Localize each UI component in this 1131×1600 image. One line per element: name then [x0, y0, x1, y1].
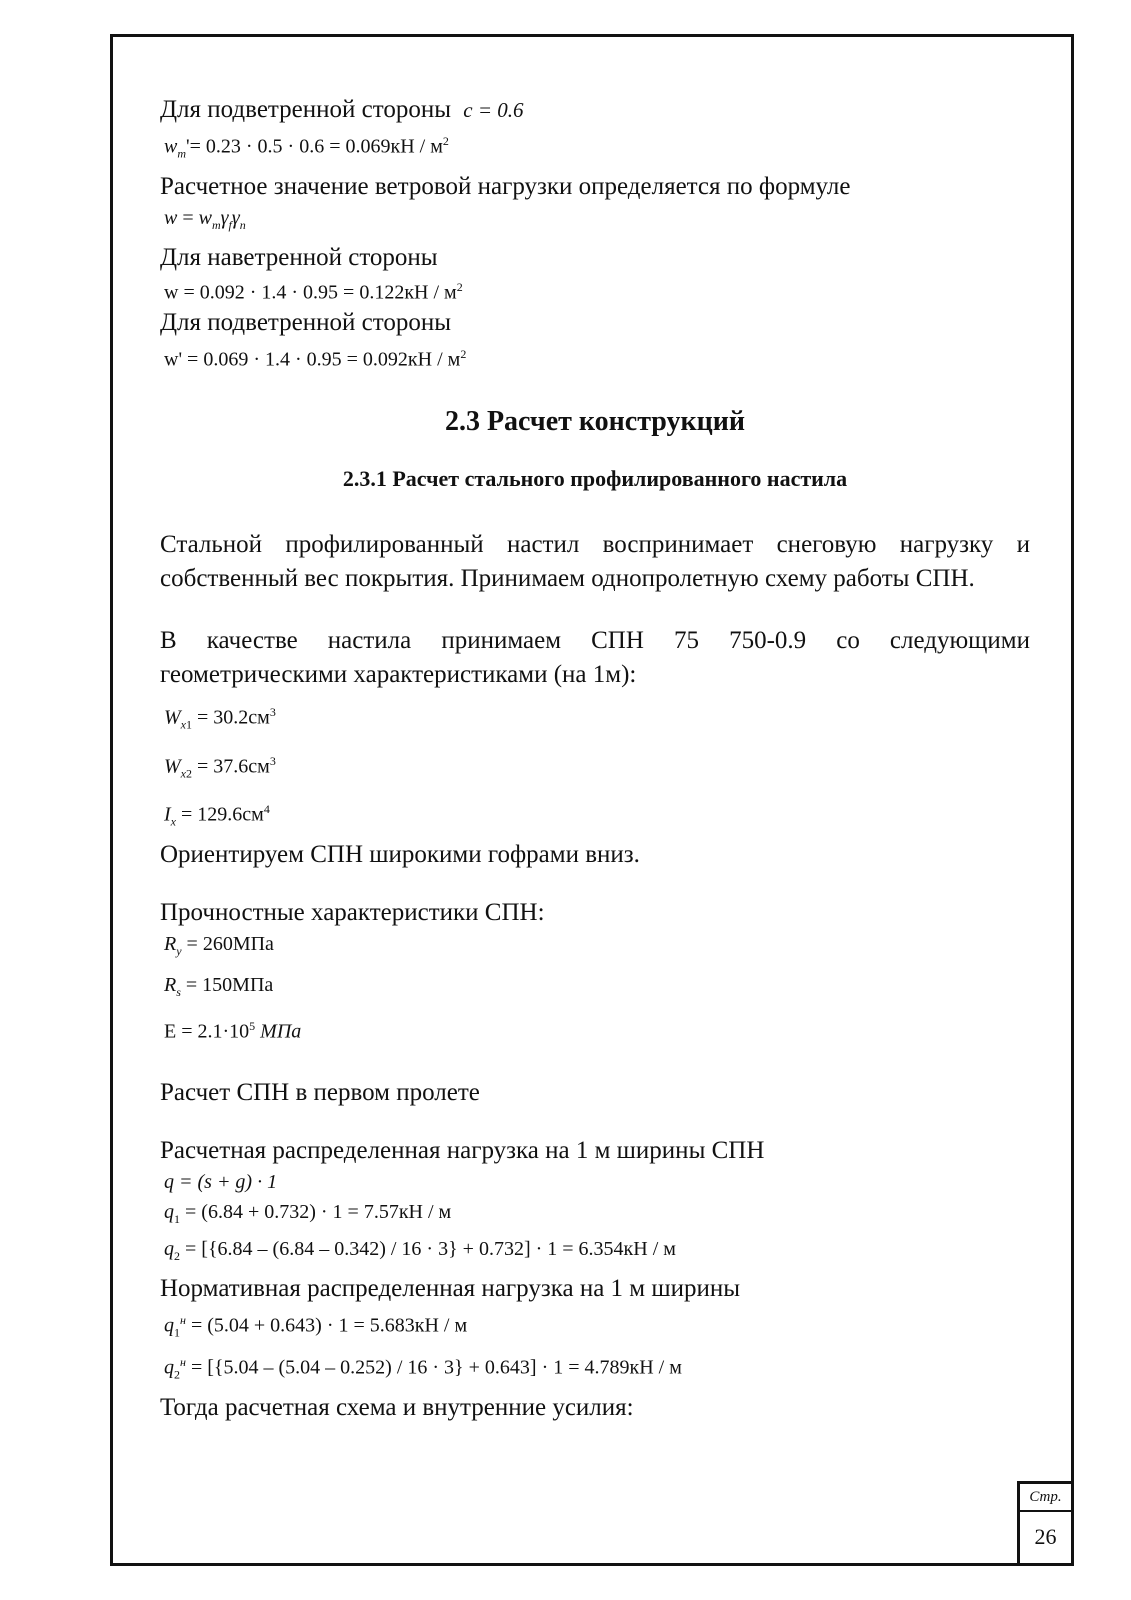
formula: $E = 2.1\cdot 10^5$ МПа [164, 1018, 302, 1043]
text-line: Для наветренной стороны [160, 243, 438, 271]
formula: $w = w_m\gamma_f\gamma_n$ [164, 206, 246, 232]
text-line: Расчетное значение ветровой нагрузки определяется по формуле [160, 172, 851, 200]
formula: $w_m'= 0.23 \cdot 0.5 \cdot 0.6 = 0.069кН / м^2$ [164, 134, 449, 161]
paragraph: Стальной профилированный настил воспринимает снеговую нагрузку и собственный вес покрытия. Принимаем однопролетную схему работы СПН. [160, 530, 1030, 592]
formula: $R_y = 260МПа$ [164, 932, 274, 958]
formula: $W_{x1} = 30.2см^3$ [164, 704, 276, 732]
paragraph: В качестве настила принимаем СПН 75 750-0.9 со следующими геометрическими характеристиками (на 1м): [160, 626, 1030, 688]
text-line: Для подветренной стороны c = 0.6 [160, 96, 524, 123]
formula: $w = 0.092 \cdot 1.4 \cdot 0.95 = 0.122кН / м^2$ [164, 279, 463, 304]
document-body [160, 95, 1030, 1423]
formula: $w' = 0.069 \cdot 1.4 \cdot 0.95 = 0.092кН / м^2$ [164, 347, 467, 371]
text-line: Расчет СПН в первом пролете [160, 1078, 480, 1106]
text-line: Нормативная распределенная нагрузка на 1 м ширины [160, 1274, 741, 1302]
formula: $q_1 = (6.84 + 0.732) \cdot 1 = 7.57кН / м$ [164, 1200, 452, 1226]
formula: $I_x = 129.6см^4$ [164, 802, 270, 829]
page-stamp [1017, 1481, 1071, 1563]
formula: q = (s + g) · 1 [164, 1170, 278, 1193]
text-line: Расчетная распределенная нагрузка на 1 м ширины СПН [160, 1136, 765, 1164]
page-number: 26 [1034, 1524, 1057, 1549]
text-line: Тогда расчетная схема и внутренние усилия: [160, 1393, 634, 1421]
formula: $R_s = 150МПа$ [164, 973, 274, 999]
formula: $q_1^н = (5.04 + 0.643) \cdot 1 = 5.683кН / м$ [164, 1312, 468, 1340]
subsection-title: 2.3.1 Расчет стального профилированного настила [342, 465, 848, 491]
formula: $W_{x2} = 37.6см^3$ [164, 753, 276, 781]
text-line: Ориентируем СПН широкими гофрами вниз. [160, 840, 640, 868]
text-line: Для подветренной стороны [160, 309, 451, 337]
stamp-label: Стр. [1020, 1484, 1071, 1512]
formula: $q_2^н = [\{5.04 - (5.04 - 0.252) / 16 \cdot 3\} + 0.643] \cdot 1 = 4.789кН / м$ [164, 1355, 682, 1382]
text-line: Прочностные характеристики СПН: [160, 898, 545, 926]
section-title: 2.3 Расчет конструкций [444, 405, 746, 437]
formula: $q_2 = [\{6.84 - (6.84 - 0.342) / 16 \cdot 3\} + 0.732] \cdot 1 = 6.354кН / м$ [164, 1237, 676, 1263]
